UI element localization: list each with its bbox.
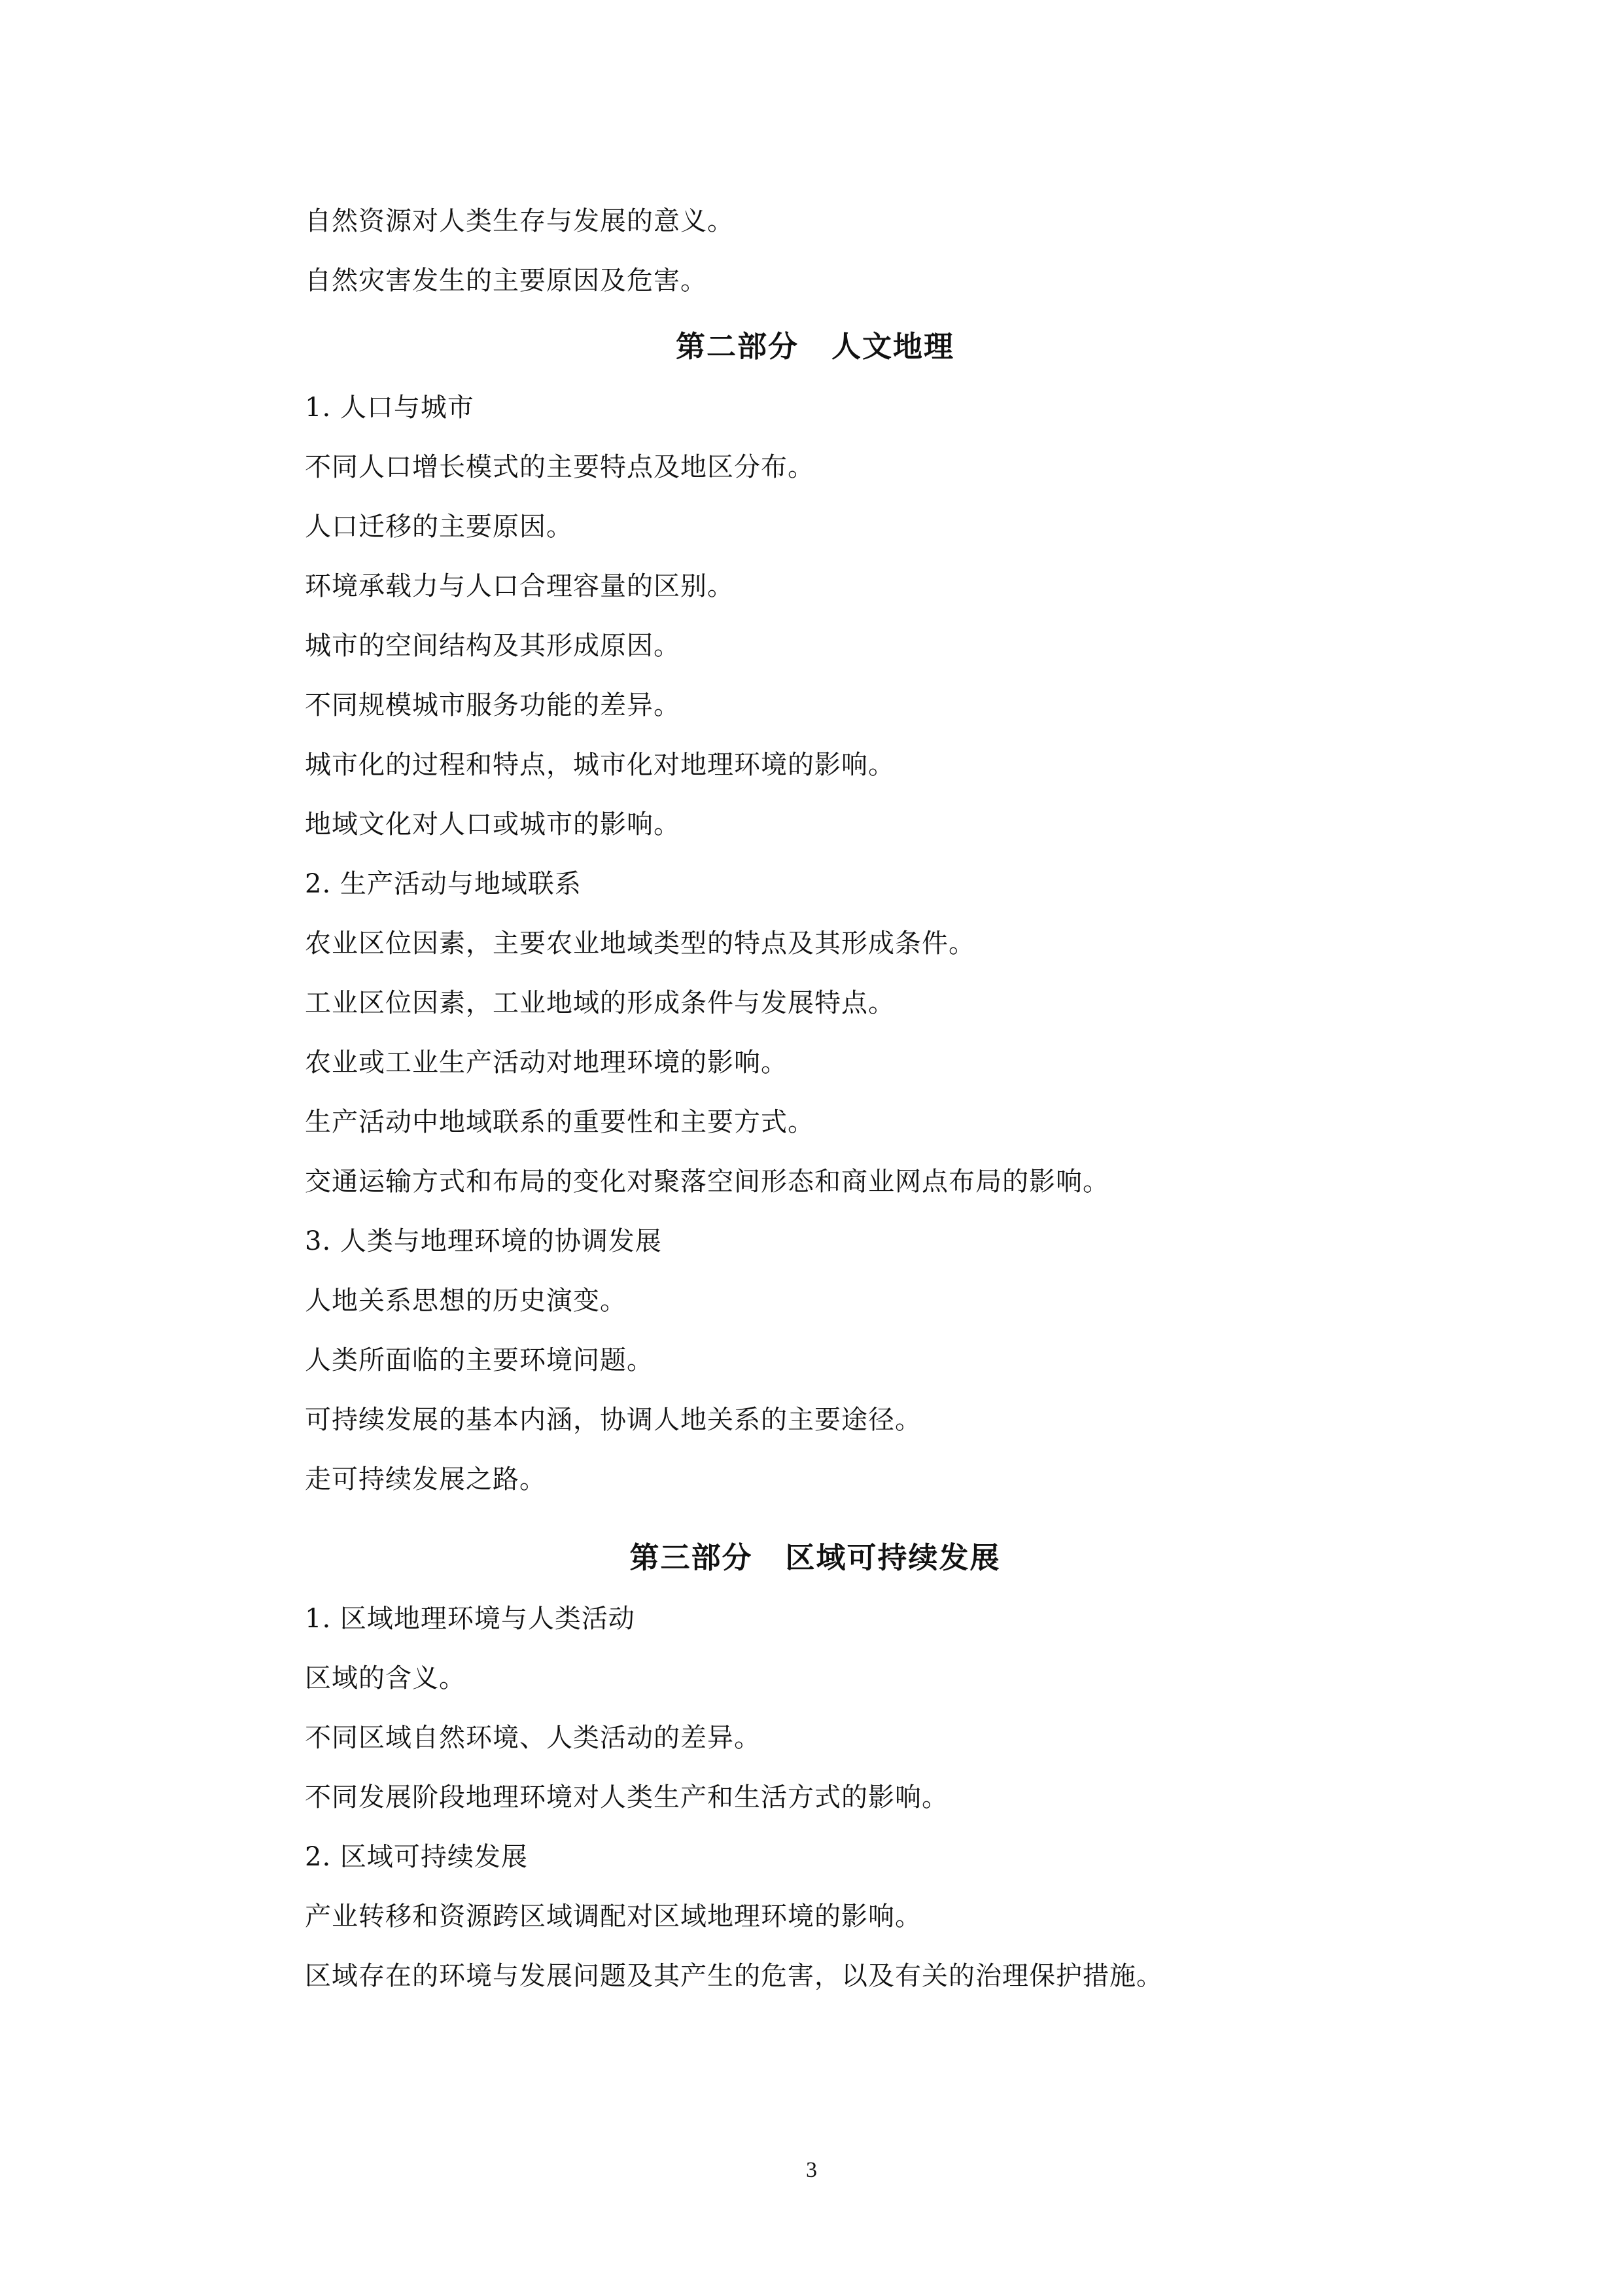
subsection-title: 3. 人类与地理环境的协调发展 (305, 1226, 662, 1256)
text-line: 农业区位因素，主要农业地域类型的特点及其形成条件。 (305, 928, 975, 959)
text-line: 自然资源对人类生存与发展的意义。 (305, 206, 734, 236)
text-line: 城市化的过程和特点，城市化对地理环境的影响。 (305, 750, 895, 780)
text-line: 城市的空间结构及其形成原因。 (305, 631, 680, 661)
text-line: 人类所面临的主要环境问题。 (305, 1345, 654, 1375)
section-heading-part-label: 第二部分 (675, 329, 799, 364)
text-line: 走可持续发展之路。 (305, 1464, 546, 1494)
text-line: 地域文化对人口或城市的影响。 (305, 809, 680, 839)
text-line: 可持续发展的基本内涵，协调人地关系的主要途径。 (305, 1405, 922, 1435)
text-line: 交通运输方式和布局的变化对聚落空间形态和商业网点布局的影响。 (305, 1167, 1109, 1197)
text-line: 工业区位因素，工业地域的形成条件与发展特点。 (305, 988, 895, 1018)
subsection-title: 1. 人口与城市 (305, 393, 474, 423)
text-line: 区域存在的环境与发展问题及其产生的危害，以及有关的治理保护措施。 (305, 1961, 1163, 1991)
text-line: 区域的含义。 (305, 1663, 466, 1693)
text-line: 生产活动中地域联系的重要性和主要方式。 (305, 1107, 814, 1137)
section-heading-part3 (305, 1542, 1325, 1574)
subsection-title: 1. 区域地理环境与人类活动 (305, 1604, 635, 1634)
text-line: 不同规模城市服务功能的差异。 (305, 690, 680, 720)
section-heading-part-label: 第三部分 (629, 1540, 753, 1575)
text-line: 不同发展阶段地理环境对人类生产和生活方式的影响。 (305, 1782, 949, 1812)
text-line: 人地关系思想的历史演变。 (305, 1286, 627, 1316)
section-heading-title: 人文地理 (831, 329, 955, 364)
text-line: 不同区域自然环境、人类活动的差异。 (305, 1723, 761, 1753)
text-line: 人口迁移的主要原因。 (305, 512, 573, 542)
subsection-title: 2. 区域可持续发展 (305, 1842, 528, 1872)
text-line: 不同人口增长模式的主要特点及地区分布。 (305, 452, 814, 482)
text-line: 环境承载力与人口合理容量的区别。 (305, 571, 734, 601)
subsection-title: 2. 生产活动与地域联系 (305, 869, 582, 899)
text-line: 产业转移和资源跨区域调配对区域地理环境的影响。 (305, 1901, 922, 1932)
text-line: 农业或工业生产活动对地理环境的影响。 (305, 1048, 788, 1078)
page-content (305, 208, 1325, 2022)
text-line: 自然灾害发生的主要原因及危害。 (305, 266, 707, 296)
section-heading-title: 区域可持续发展 (785, 1540, 1001, 1575)
section-heading-part2 (305, 330, 1325, 363)
page-number: 3 (806, 2158, 817, 2182)
